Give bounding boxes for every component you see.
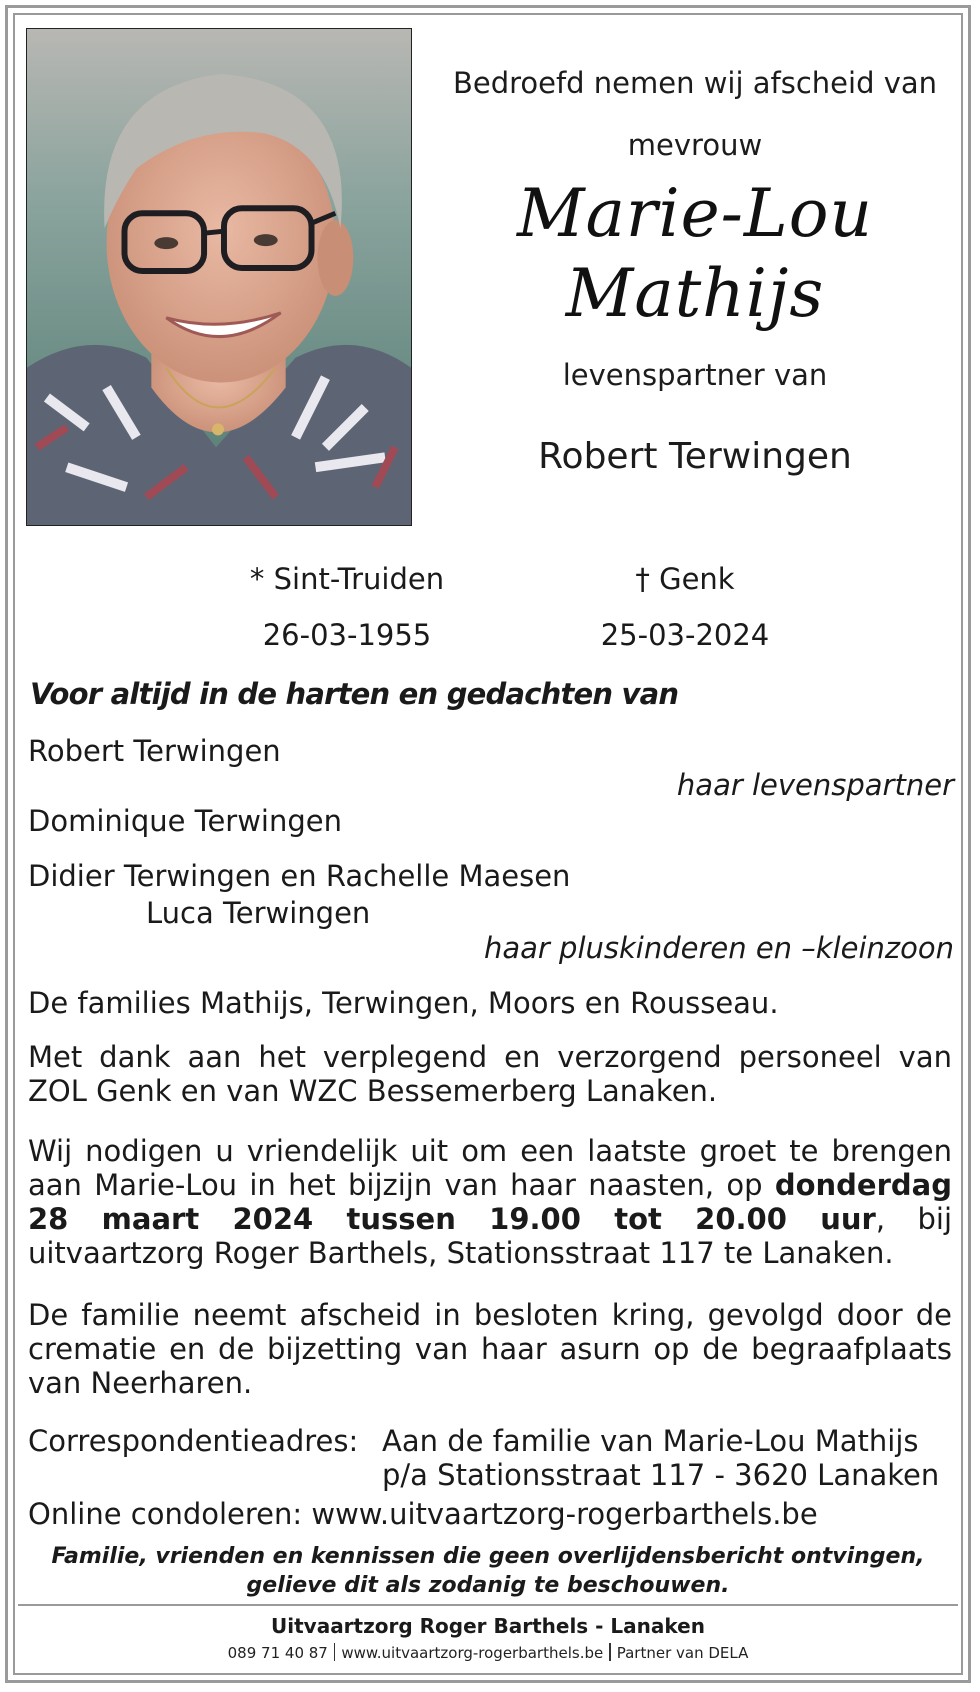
portrait-photo [26, 28, 412, 526]
invitation-text-1: Wij nodigen u vriendelijk uit om een laatste groet te brengen aan Marie-Lou in het bijzijn van haar naasten, op [28, 1134, 952, 1202]
motto: Voor altijd in de harten en gedachten van [30, 677, 679, 711]
divider-bar [334, 1643, 336, 1661]
relation-text: levenspartner van [562, 358, 828, 392]
invitation-text-2: , bij uitvaartzorg Roger Barthels, Stationsstraat 117 te Lanaken. [28, 1202, 953, 1270]
mourner-partner: Robert Terwingen [28, 734, 281, 768]
correspondence-line-1: Aan de familie van Marie-Lou Mathijs [382, 1424, 919, 1458]
partner-name: Robert Terwingen [538, 436, 852, 477]
notice-line-2: gelieve dit als zodanig te beschouwen. [246, 1573, 730, 1598]
mourner-grandchild: Luca Terwingen [146, 896, 371, 930]
intro-text: Bedroefd nemen wij afscheid van [452, 66, 938, 100]
online-condolence: Online condoleren: www.uitvaartzorg-rogerbarthels.be [28, 1497, 818, 1531]
invitation-paragraph [28, 1134, 952, 1270]
birth-block [232, 558, 462, 656]
footer-company: Uitvaartzorg Roger Barthels - Lanaken [271, 1614, 705, 1638]
divider-bar [609, 1643, 611, 1661]
death-block [580, 558, 790, 656]
partner-role: haar levenspartner [676, 768, 954, 802]
mourner-child-1: Dominique Terwingen [28, 804, 343, 838]
children-role: haar pluskinderen en –kleinzoon [483, 931, 954, 965]
thanks-paragraph: Met dank aan het verplegend en verzorgend personeel van ZOL Genk en van WZC Bessemerberg Lanaken. [28, 1040, 952, 1108]
mourner-child-2: Didier Terwingen en Rachelle Maesen [28, 859, 571, 893]
footer-website[interactable]: www.uitvaartzorg-rogerbarthels.be [341, 1644, 604, 1662]
footer-divider [18, 1604, 958, 1606]
invitation-datetime: donderdag 28 maart 2024 tussen 19.00 tot 20.00 uur [28, 1168, 952, 1236]
correspondence-label: Correspondentieadres: [28, 1424, 359, 1458]
footer-partner: Partner van DELA [616, 1644, 749, 1662]
families-text: De families Mathijs, Terwingen, Moors en Rousseau. [28, 986, 779, 1020]
death-place: † Genk [635, 562, 735, 596]
notice-line-1: Familie, vrienden en kennissen die geen overlijdensbericht ontvingen, [51, 1544, 925, 1569]
deceased-last-name: Mathijs [565, 255, 825, 332]
footer-contact [18, 1643, 958, 1662]
ceremony-paragraph: De familie neemt afscheid in besloten kring, gevolgd door de crematie en de bijzetting van haar asurn op de begraafplaats van Neerharen. [28, 1298, 952, 1400]
birth-place: * Sint-Truiden [249, 562, 445, 596]
notice-block [18, 1542, 958, 1600]
deceased-first-name: Marie-Lou [516, 175, 873, 252]
death-date: 25-03-2024 [600, 618, 770, 652]
title-text: mevrouw [627, 128, 763, 162]
birth-date: 26-03-1955 [262, 618, 432, 652]
footer-phone: 089 71 40 87 [227, 1644, 328, 1662]
correspondence-line-2: p/a Stationsstraat 117 - 3620 Lanaken [382, 1458, 940, 1492]
